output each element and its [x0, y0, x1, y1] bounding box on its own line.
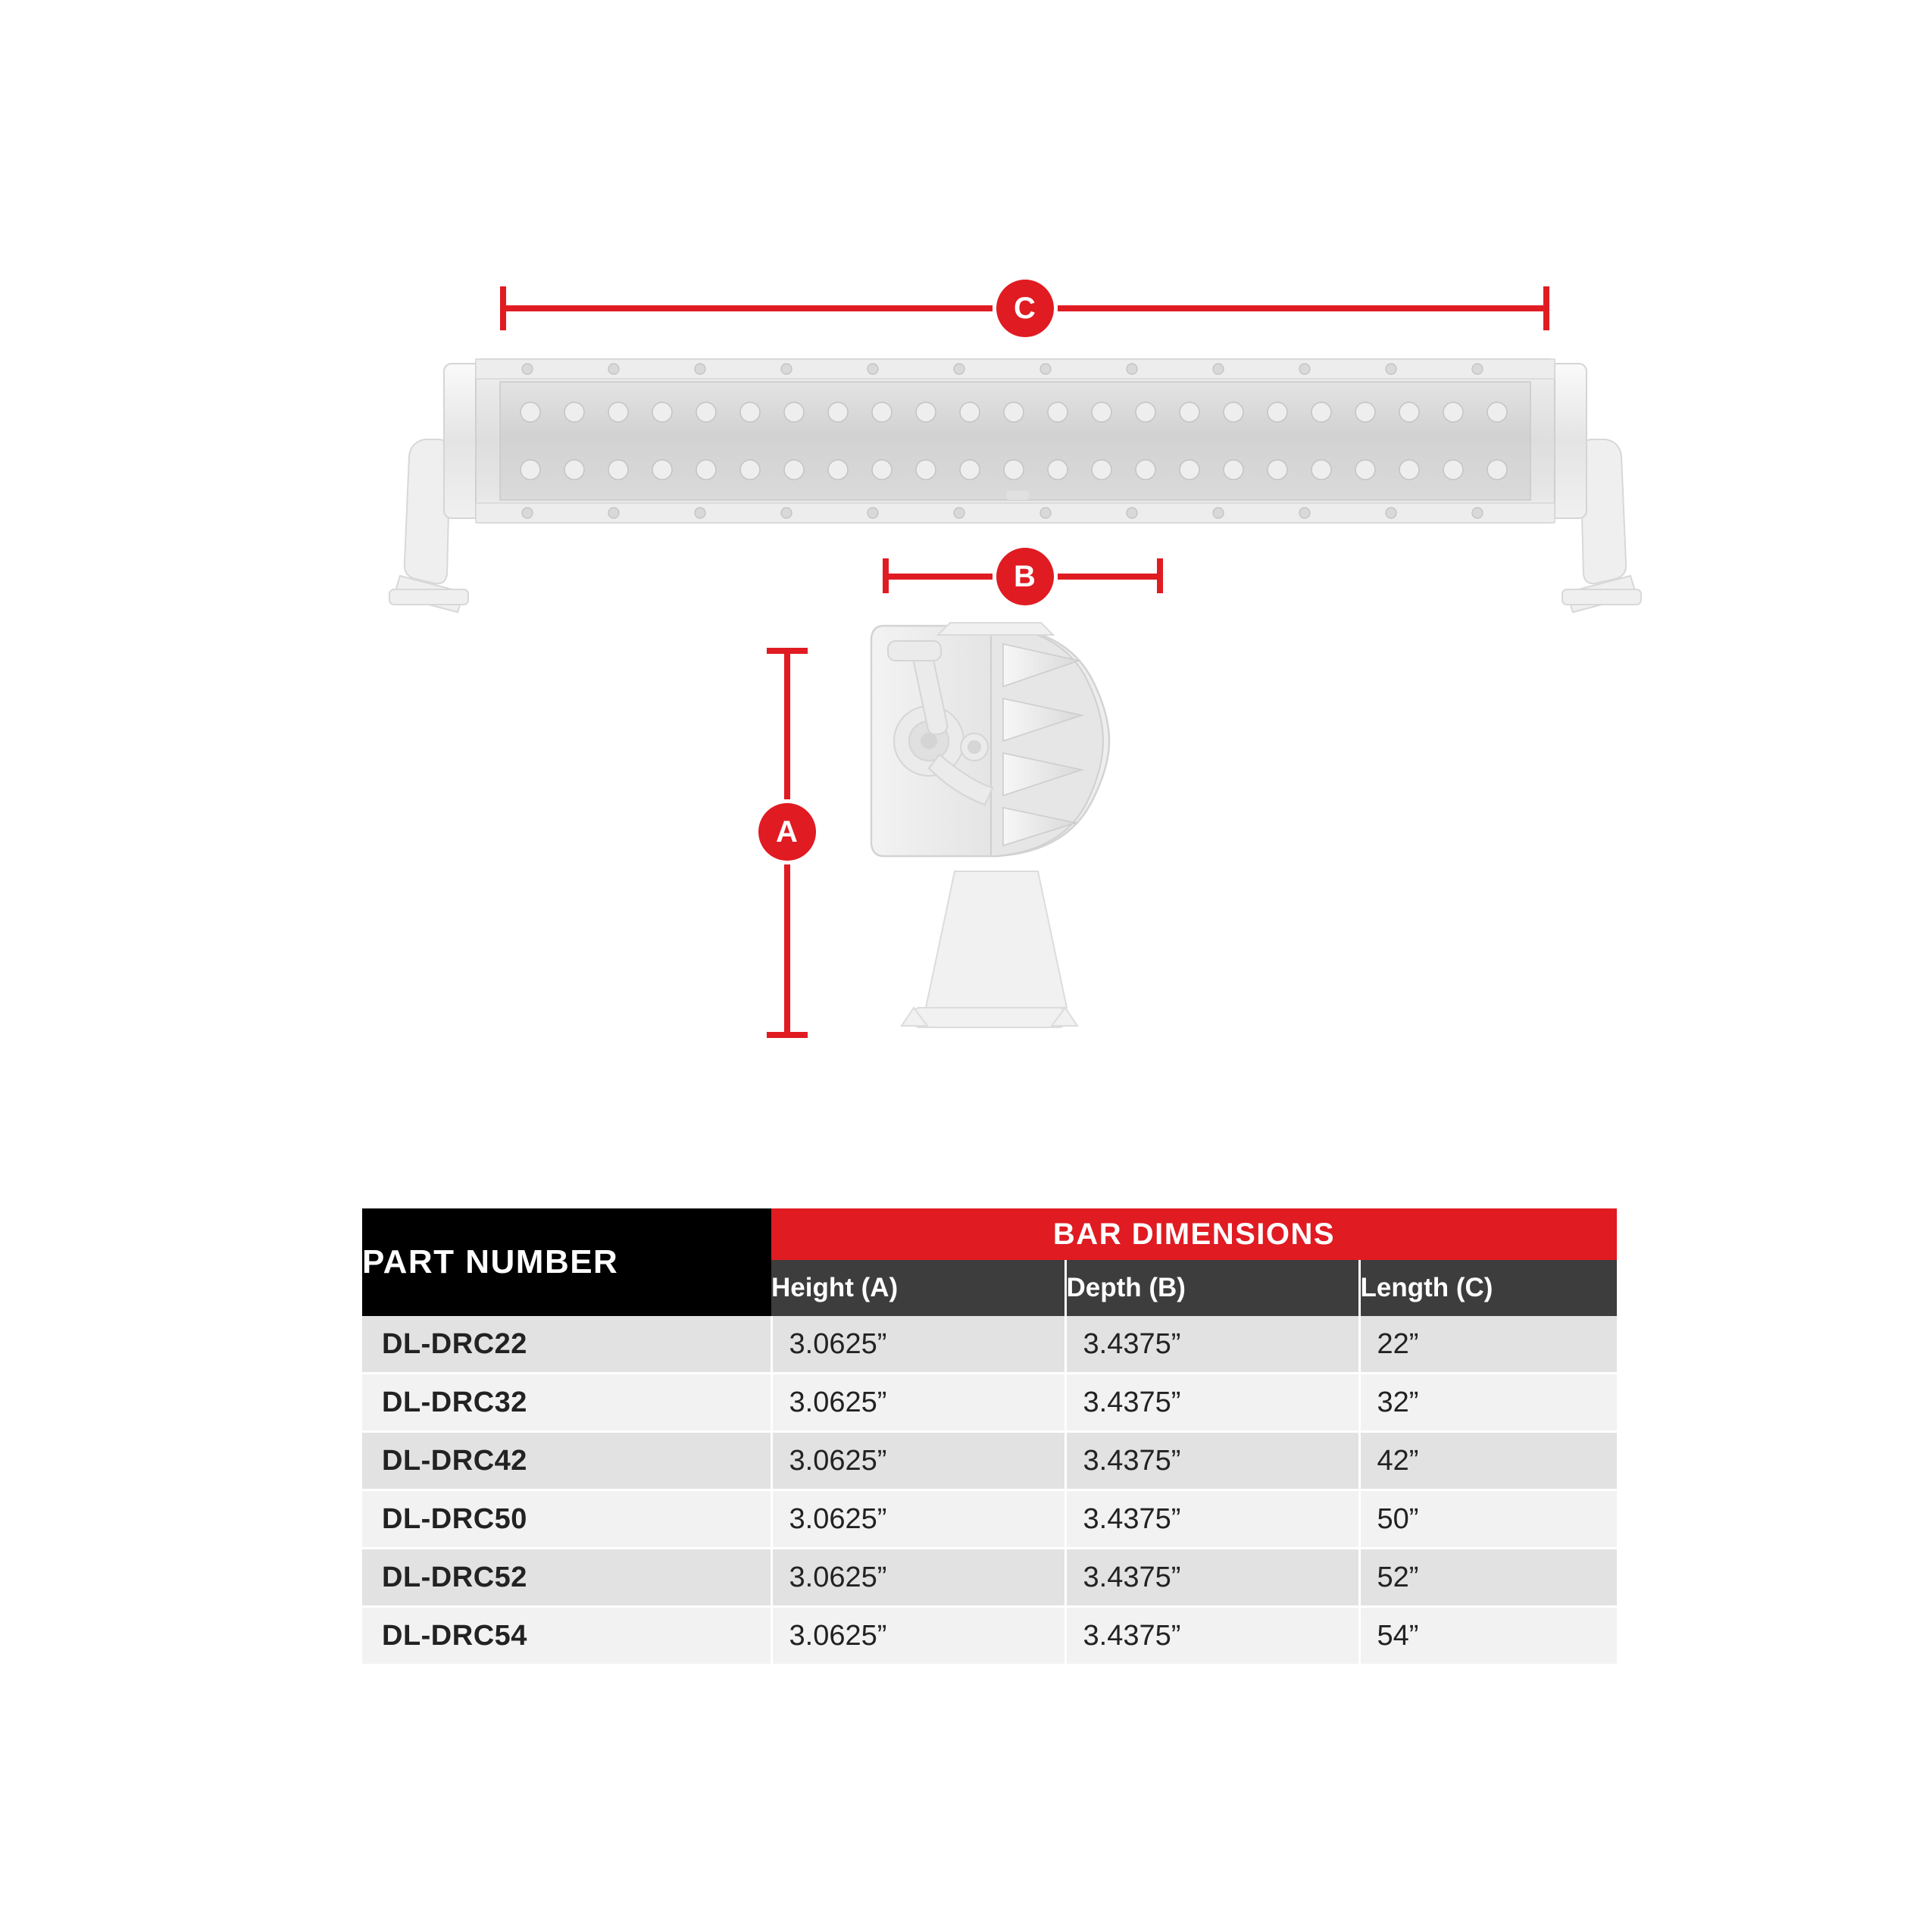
cell-depth: 3.4375”	[1065, 1374, 1359, 1432]
table-row	[362, 1607, 1617, 1665]
column-header-height: Height (A)	[771, 1260, 1065, 1316]
column-header-length: Length (C)	[1359, 1260, 1617, 1316]
light-bar-side-profile-view	[841, 599, 1159, 1053]
cell-depth: 3.4375”	[1065, 1549, 1359, 1607]
cell-length: 52”	[1359, 1549, 1617, 1607]
table-row	[362, 1374, 1617, 1432]
cell-height: 3.0625”	[771, 1490, 1065, 1549]
table-header-row-top	[362, 1208, 1617, 1260]
table-row	[362, 1549, 1617, 1607]
dimension-endcap-a-bottom	[767, 1032, 808, 1038]
dimension-marker-a: A	[758, 803, 816, 861]
cell-depth: 3.4375”	[1065, 1490, 1359, 1549]
cell-length: 32”	[1359, 1374, 1617, 1432]
dimension-endcap-b-right	[1157, 558, 1163, 593]
cell-length: 50”	[1359, 1490, 1617, 1549]
table-row	[362, 1490, 1617, 1549]
cell-part-number: DL-DRC22	[362, 1316, 771, 1374]
dimension-endcap-b-left	[883, 558, 889, 593]
cell-height: 3.0625”	[771, 1549, 1065, 1607]
column-group-header-bar-dimensions: BAR DIMENSIONS	[771, 1208, 1617, 1260]
table-row	[362, 1316, 1617, 1374]
cell-part-number: DL-DRC54	[362, 1607, 771, 1665]
cell-part-number: DL-DRC32	[362, 1374, 771, 1432]
cell-height: 3.0625”	[771, 1374, 1065, 1432]
cell-length: 54”	[1359, 1607, 1617, 1665]
cell-depth: 3.4375”	[1065, 1432, 1359, 1490]
table-row	[362, 1432, 1617, 1490]
cell-part-number: DL-DRC42	[362, 1432, 771, 1490]
cell-depth: 3.4375”	[1065, 1607, 1359, 1665]
dimension-endcap-c-right	[1543, 286, 1549, 330]
cell-length: 42”	[1359, 1432, 1617, 1490]
column-header-part-number: PART NUMBER	[362, 1208, 771, 1316]
dimension-endcap-a-top	[767, 648, 808, 654]
column-header-depth: Depth (B)	[1065, 1260, 1359, 1316]
cell-part-number: DL-DRC50	[362, 1490, 771, 1549]
dimension-marker-c: C	[996, 280, 1054, 337]
bar-dimensions-table	[362, 1208, 1617, 1666]
cell-height: 3.0625”	[771, 1316, 1065, 1374]
dimension-endcap-c-left	[500, 286, 506, 330]
cell-part-number: DL-DRC52	[362, 1549, 771, 1607]
dimension-marker-b: B	[996, 548, 1054, 605]
cell-height: 3.0625”	[771, 1607, 1065, 1665]
cell-length: 22”	[1359, 1316, 1617, 1374]
cell-depth: 3.4375”	[1065, 1316, 1359, 1374]
cell-height: 3.0625”	[771, 1432, 1065, 1490]
